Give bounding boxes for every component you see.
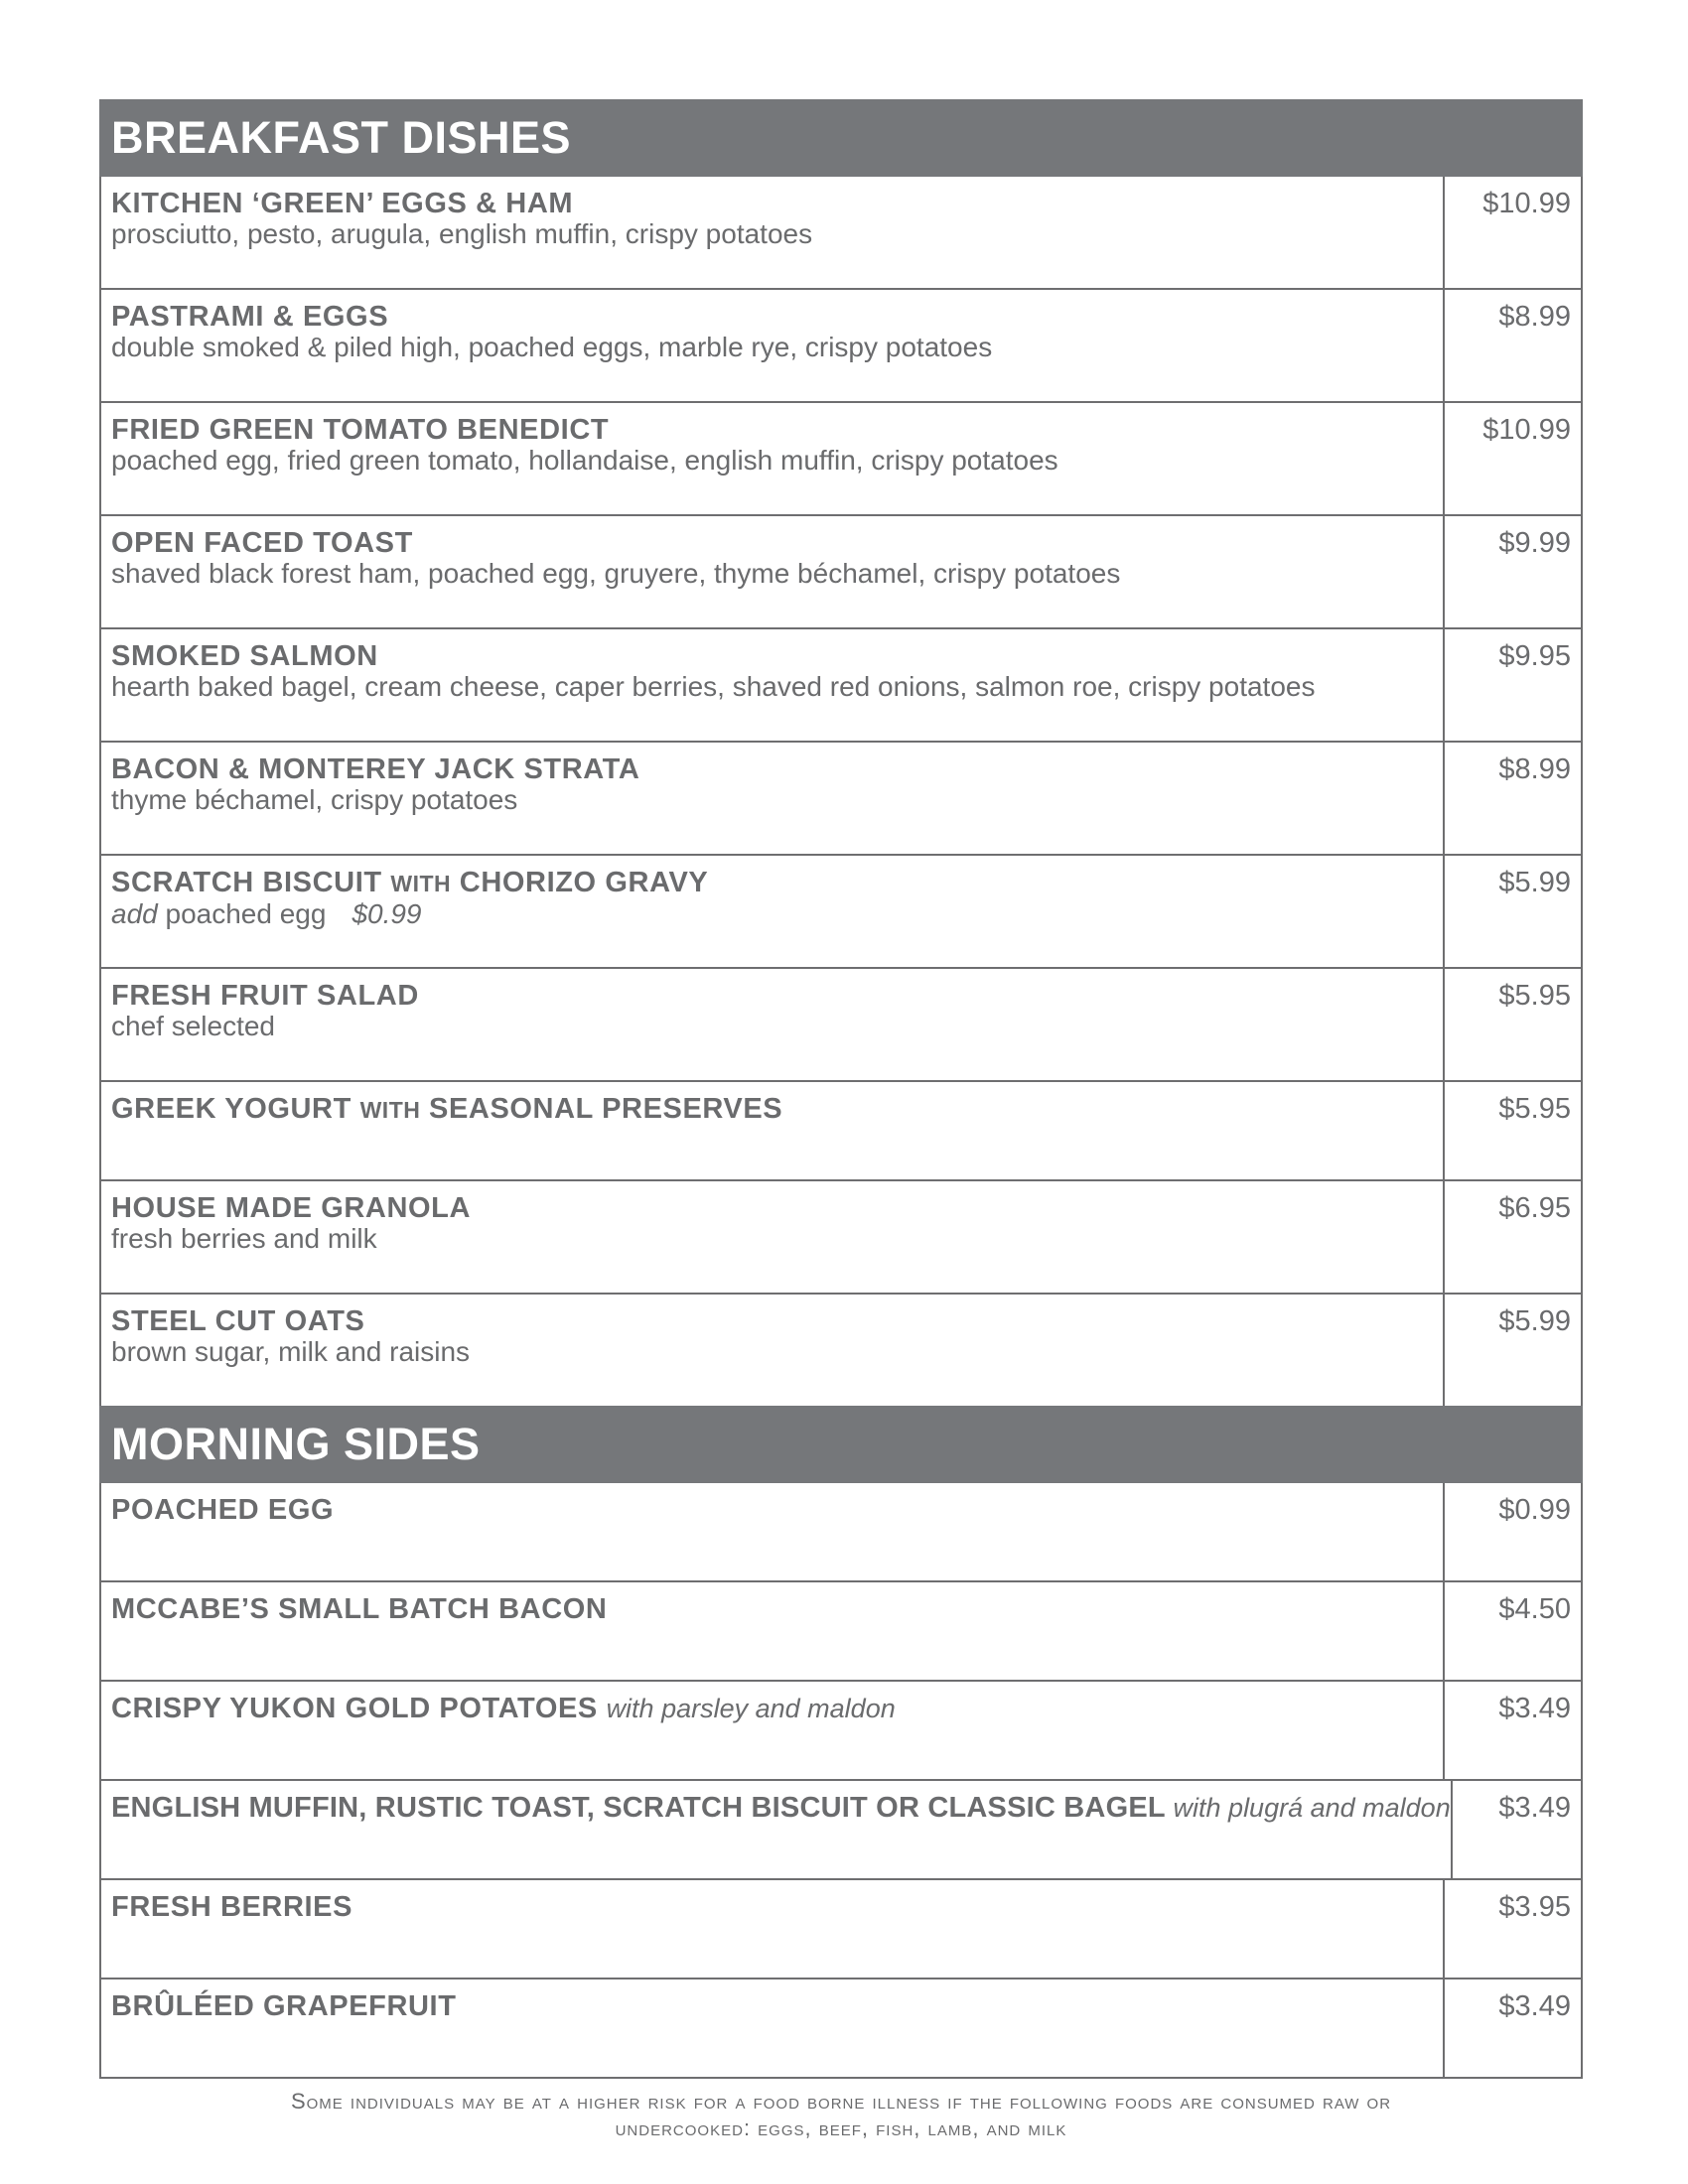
item-cell xyxy=(101,516,1445,627)
item-cell xyxy=(101,1781,1453,1878)
item-note: with parsley and maldon xyxy=(606,1694,896,1723)
menu-item-row xyxy=(99,1181,1583,1295)
item-cell xyxy=(101,1880,1445,1978)
menu-item-row xyxy=(99,1979,1583,2079)
item-name-part: GREEK YOGURT xyxy=(111,1093,352,1125)
menu-item-row xyxy=(99,629,1583,743)
item-price: $4.50 xyxy=(1498,1593,1571,1625)
item-description: hearth baked bagel, cream cheese, caper berries, shaved red onions, salmon roe, crispy potatoes xyxy=(111,671,1316,702)
item-name-part: CHORIZO GRAVY xyxy=(459,867,709,898)
item-name: FRESH FRUIT SALAD xyxy=(111,980,419,1012)
item-price: $10.99 xyxy=(1482,188,1571,219)
item-name-part: SEASONAL PRESERVES xyxy=(429,1093,783,1125)
item-name: KITCHEN ‘GREEN’ EGGS & HAM xyxy=(111,188,574,219)
item-price: $5.99 xyxy=(1498,867,1571,898)
menu-item-row xyxy=(99,1483,1583,1582)
item-description: poached egg, fried green tomato, hollandaise, english muffin, crispy potatoes xyxy=(111,445,1058,476)
item-price: $9.95 xyxy=(1498,640,1571,672)
item-description: shaved black forest ham, poached egg, gruyere, thyme béchamel, crispy potatoes xyxy=(111,558,1121,589)
item-price: $9.99 xyxy=(1498,527,1571,559)
menu-item-row xyxy=(99,969,1583,1082)
menu-item-row xyxy=(99,403,1583,516)
item-price: $5.95 xyxy=(1498,980,1571,1012)
item-price: $6.95 xyxy=(1498,1192,1571,1224)
item-addon-price: $0.99 xyxy=(352,898,422,929)
item-name xyxy=(111,1693,1443,1724)
item-addon-prefix: add xyxy=(111,898,158,929)
item-name: STEEL CUT OATS xyxy=(111,1305,365,1337)
disclaimer-line: undercooked: eggs, beef, fish, lamb, and milk xyxy=(615,2116,1067,2140)
food-safety-disclaimer xyxy=(99,2088,1583,2141)
item-name: BACON & MONTEREY JACK STRATA xyxy=(111,753,640,785)
item-name: SMOKED SALMON xyxy=(111,640,378,672)
item-cell xyxy=(101,1582,1445,1680)
item-price: $10.99 xyxy=(1482,414,1571,446)
item-name xyxy=(111,867,1443,899)
item-description xyxy=(111,899,1443,929)
item-name: FRIED GREEN TOMATO BENEDICT xyxy=(111,414,610,446)
item-price: $3.49 xyxy=(1498,1990,1571,2022)
item-name: OPEN FACED TOAST xyxy=(111,527,413,559)
item-name-part: CRISPY YUKON GOLD POTATOES xyxy=(111,1693,598,1724)
item-name: HOUSE MADE GRANOLA xyxy=(111,1192,472,1224)
item-price: $8.99 xyxy=(1498,301,1571,333)
item-cell xyxy=(101,743,1445,854)
section-title: BREAKFAST DISHES xyxy=(111,112,572,163)
item-cell xyxy=(101,1082,1445,1179)
section-header-breakfast xyxy=(99,99,1583,177)
item-price: $3.95 xyxy=(1498,1891,1571,1923)
menu-item-row xyxy=(99,743,1583,856)
item-description: brown sugar, milk and raisins xyxy=(111,1336,471,1367)
item-name-part: SCRATCH BISCUIT xyxy=(111,867,382,898)
item-cell xyxy=(101,1295,1445,1406)
item-price: $3.49 xyxy=(1498,1693,1571,1724)
menu-item-row xyxy=(99,177,1583,290)
item-cell xyxy=(101,290,1445,401)
item-name-connector: WITH xyxy=(390,871,452,896)
menu-item-row xyxy=(99,290,1583,403)
menu-item-row xyxy=(99,516,1583,629)
item-description: chef selected xyxy=(111,1011,275,1041)
item-cell xyxy=(101,1682,1445,1779)
item-price: $3.49 xyxy=(1498,1792,1571,1824)
menu xyxy=(99,99,1583,2079)
item-description: fresh berries and milk xyxy=(111,1223,377,1254)
section-title: MORNING SIDES xyxy=(111,1419,481,1469)
item-addon-text: poached egg xyxy=(157,898,327,929)
item-name xyxy=(111,1792,1451,1824)
menu-item-row xyxy=(99,1880,1583,1979)
item-cell xyxy=(101,403,1445,514)
item-note: with plugrá and maldon xyxy=(1173,1793,1451,1823)
item-name: FRESH BERRIES xyxy=(111,1891,353,1923)
item-price: $5.95 xyxy=(1498,1093,1571,1125)
item-price: $5.99 xyxy=(1498,1305,1571,1337)
item-price: $8.99 xyxy=(1498,753,1571,785)
section-header-sides xyxy=(99,1406,1583,1483)
item-cell xyxy=(101,629,1445,741)
menu-item-row xyxy=(99,1682,1583,1781)
item-name-connector: WITH xyxy=(359,1097,421,1123)
item-price: $0.99 xyxy=(1498,1494,1571,1526)
item-cell xyxy=(101,1181,1445,1293)
item-name: POACHED EGG xyxy=(111,1494,335,1526)
item-cell xyxy=(101,177,1445,288)
item-description: prosciutto, pesto, arugula, english muffin, crispy potatoes xyxy=(111,218,813,249)
menu-item-row xyxy=(99,1295,1583,1406)
item-cell xyxy=(101,969,1445,1080)
item-cell xyxy=(101,1483,1445,1580)
item-cell xyxy=(101,1979,1445,2077)
menu-item-row xyxy=(99,856,1583,969)
menu-item-row xyxy=(99,1582,1583,1682)
item-description: double smoked & piled high, poached eggs, marble rye, crispy potatoes xyxy=(111,332,993,362)
item-cell xyxy=(101,856,1445,967)
item-name-part: ENGLISH MUFFIN, RUSTIC TOAST, SCRATCH BISCUIT OR CLASSIC BAGEL xyxy=(111,1792,1166,1824)
item-name: PASTRAMI & EGGS xyxy=(111,301,389,333)
menu-item-row xyxy=(99,1781,1583,1880)
item-name: BRÛLÉED GRAPEFRUIT xyxy=(111,1990,457,2022)
disclaimer-line: Some individuals may be at a higher risk for a food borne illness if the following foods are consumed raw or xyxy=(290,2089,1392,2114)
item-description: thyme béchamel, crispy potatoes xyxy=(111,784,518,815)
item-name xyxy=(111,1093,1443,1126)
menu-item-row xyxy=(99,1082,1583,1181)
item-name: MCCABE’S SMALL BATCH BACON xyxy=(111,1593,608,1625)
